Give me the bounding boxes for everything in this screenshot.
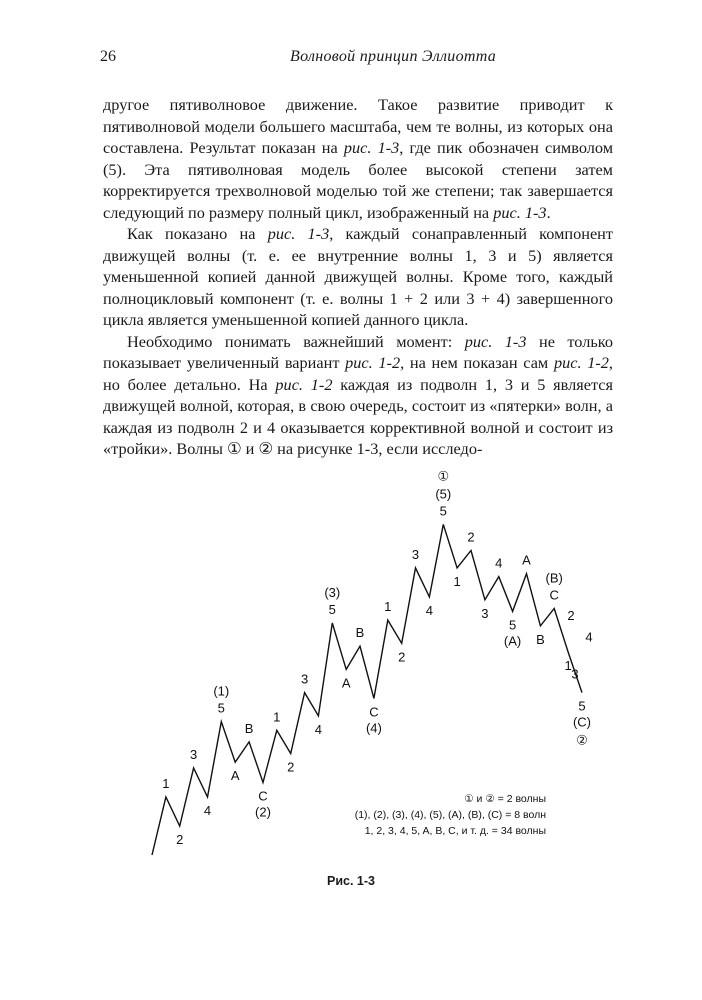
figure-reference: рис. 1-2 (345, 353, 401, 372)
wave-label: (C) (572, 714, 592, 730)
wave-label: 3 (411, 546, 420, 562)
running-head: Волновой принцип Эллиотта (290, 48, 497, 65)
figure-reference: рис. 1-3 (343, 138, 400, 157)
figure-reference: рис. 1-3 (464, 331, 527, 351)
paragraph-text: Как показано на (127, 224, 268, 243)
wave-label: ② (576, 732, 588, 748)
paragraph-text: , каждый сонаправленный компонент движущей волны (т. е. ее внутренние волны 1, 3 и 5) является уменьшенной копией данной движущей волны. Кроме того, каждый полноцикловый компонент (т. е. волны 1 + 2 или 3 + 4) завершенного цикла является уменьшенной копией данного цикла. (103, 224, 614, 329)
wave-label: 3 (481, 605, 489, 621)
figure-reference: рис. 1-2 (275, 374, 333, 394)
wave-label: 3 (189, 747, 198, 762)
wave-label: 5 (328, 602, 336, 617)
wave-label: (A) (503, 633, 522, 649)
wave-label: 2 (398, 649, 406, 665)
wave-label: 3 (300, 671, 309, 687)
wave-label: 1 (384, 599, 392, 615)
paragraph-text: , где пик обозначен символом (5). Эта пятиволновая модель более высокой степени затем корректируется трехволновой моделью той же степени; так завершается следующий по размеру полный цикл, изображенный на (103, 138, 613, 222)
legend-line-1: ① и ② = 2 волны (464, 793, 546, 805)
legend-line-3: 1, 2, 3, 4, 5, A, B, C, и т. д. = 34 волны (364, 825, 546, 837)
wave-label: (3) (324, 585, 341, 600)
paragraph-1 (103, 94, 613, 223)
elliott-wave-figure (0, 468, 702, 865)
page-number: 26 (100, 48, 116, 65)
wave-label: 1 (453, 573, 461, 589)
wave-label: A (522, 552, 531, 568)
figure-reference: рис. 1-2 (553, 353, 609, 372)
wave-label: 3 (571, 666, 579, 682)
wave-label: 5 (508, 617, 517, 633)
wave-label: (4) (365, 720, 382, 736)
wave-label: 1 (564, 658, 572, 673)
wave-label: 1 (273, 709, 281, 725)
wave-label: B (355, 625, 365, 641)
figure-caption: Рис. 1-3 (327, 874, 375, 888)
paragraph-text: другое пятиволновое движение. Такое развитие приводит к пятиволновой модели большего масштаба, чем те волны, из которых она составлена. Результат показан на (103, 95, 613, 157)
figure-reference: рис. 1-3 (267, 224, 330, 243)
figure-reference: рис. 1-3 (493, 202, 547, 222)
wave-label: 1 (162, 776, 170, 791)
wave-label: (2) (255, 804, 271, 820)
paragraph-text: , но более детально. На (103, 353, 613, 394)
wave-label: 2 (567, 607, 575, 623)
wave-label: 5 (217, 700, 225, 716)
wave-label: ① (437, 468, 450, 484)
wave-label: (1) (213, 683, 230, 699)
wave-label: 4 (585, 629, 593, 645)
figure-legend (355, 793, 546, 837)
wave-label: C (369, 704, 379, 720)
wave-label: 5 (439, 503, 447, 519)
wave-label: A (230, 768, 240, 784)
wave-label: 2 (176, 832, 184, 847)
paragraph-text: Необходимо понимать важнейший момент: (127, 331, 465, 351)
wave-label: 2 (467, 529, 475, 545)
wave-label: B (244, 720, 254, 736)
wave-label: C (549, 587, 559, 603)
wave-label: C (258, 788, 268, 804)
wave-label: 5 (578, 698, 586, 714)
paragraph-text: . (546, 202, 551, 222)
wave-label: A (341, 675, 351, 691)
legend-line-2: (1), (2), (3), (4), (5), (A), (B), (C) = 8 волн (354, 809, 546, 821)
wave-label: B (536, 631, 545, 647)
paragraph-text: , на нем показан сам (400, 353, 554, 372)
wave-label: 4 (203, 803, 212, 818)
wave-label: 4 (425, 602, 434, 618)
wave-label: 4 (495, 555, 503, 571)
wave-labels-group (162, 468, 592, 847)
wave-label: 2 (287, 759, 295, 775)
paragraph-3 (103, 331, 613, 460)
paragraph-text: не только показывает увеличенный вариант (103, 331, 613, 372)
wave-label: (B) (545, 570, 563, 586)
body-text (103, 94, 613, 460)
paragraph-text: каждая из подволн 1, 3 и 5 является движущей волной, которая, в свою очередь, состоит из «пятерки» волн, а каждая из подволн 2 и 4 оказывается коррективной волной и состоит из «тройки». Волны ① и ② на рисунке 1-3, если исследо- (103, 374, 614, 458)
wave-label: 4 (314, 721, 323, 737)
paragraph-2 (103, 223, 613, 331)
wave-label: (5) (435, 486, 452, 502)
